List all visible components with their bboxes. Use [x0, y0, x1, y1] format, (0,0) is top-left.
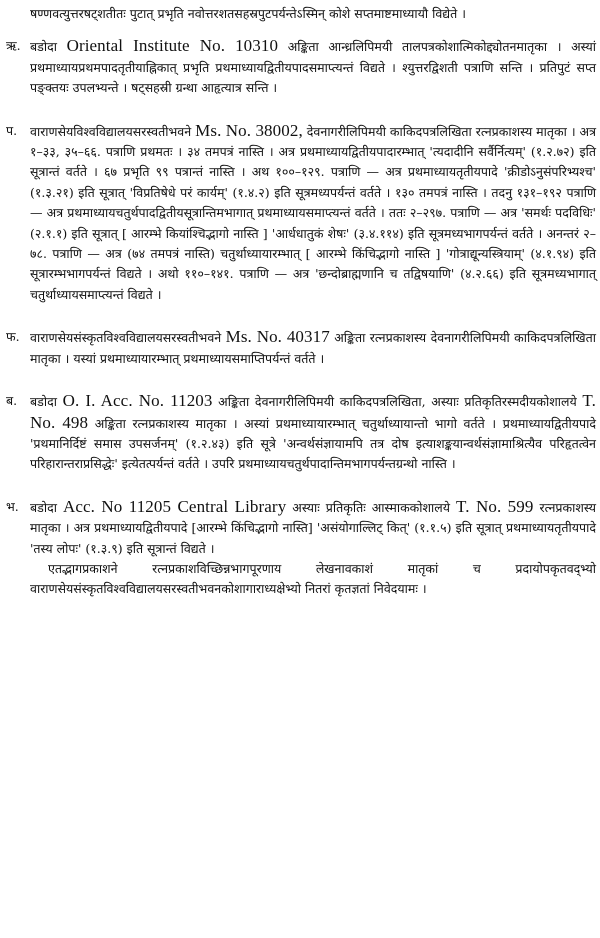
entry-text: अङ्किता देवनागरीलिपिमयी काकिदपत्रलिखिता, अस्याः प्रतिकृतिरस्मदीयकोशालये	[212, 394, 583, 410]
manuscript-id: Oriental Institute No. 10310	[66, 36, 279, 56]
entry-marker: फ.	[6, 329, 20, 345]
entry-text-pre: बडोदा	[30, 499, 63, 515]
manuscript-entry-bha	[6, 497, 596, 600]
entry-text-pre: बडोदा	[30, 39, 67, 55]
manuscript-id: Ms. No. 40317	[225, 327, 330, 347]
acknowledgement-paragraph: एतद्भागप्रकाशने रत्नप्रकाशविच्छिन्नभागपूरणाय लेखनावकाशं मातृकां च प्रदायोपकृतवद्भ्यो वाराणसेयसंस्कृतविश्वविद्यालयसरस्वतीभवनकोशागाराध्यक्षेभ्यो नितरां कृतज्ञतां निवेदयामः ।	[30, 560, 596, 597]
entry-marker: भ.	[6, 498, 19, 514]
entry-text-pre: बडोदा	[30, 394, 63, 410]
transcript-id: T. No. 599	[456, 496, 534, 516]
entry-paragraph	[30, 36, 596, 98]
entry-paragraph	[30, 327, 596, 369]
manuscript-entry-ba	[6, 391, 596, 475]
manuscript-id: Ms. No. 38002,	[195, 120, 303, 140]
entry-text-cont: रत्नप्रकाशस्य मातृका । अत्र प्रथमाध्यायद्वितीयपादे [आरम्भे किंचिद्भागो नास्ति] 'असंयोगाल्लिट् कित्' (१.१.५) इति सूत्रात् प्रथमाध्यायतृतीयपादे 'तस्य लोपः' (१.३.९) इति सूत्रान्तं विद्यते ।	[30, 499, 596, 556]
entry-text-pre: वाराणसेयसंस्कृतविश्वविद्यालयसरस्वतीभवने	[30, 330, 226, 346]
transcript-id: T. No. 498	[30, 391, 596, 432]
continuation-text: षण्णवत्युत्तरषट्शतीतः पुटात् प्रभृति नवोत्तरशतसहस्रपुटपर्यन्तेऽस्मिन् कोशे सप्तमाष्टमाध्यायौ विद्येते ।	[30, 6, 466, 21]
entry-paragraph	[30, 497, 596, 559]
entry-paragraph	[30, 391, 596, 475]
entry-marker: प.	[6, 122, 18, 138]
entry-text: अङ्किता रत्नप्रकाशस्य देवनागरीलिपिमयी काकिदपत्रलिखिता मातृका । यस्यां प्रथमाध्यायारम्भात् प्रथमाध्यायसमाप्तिपर्यन्तं वर्तते ।	[30, 330, 597, 366]
entry-marker: ऋ.	[6, 38, 21, 54]
entry-text-pre: वाराणसेयविश्वविद्यालयसरस्वतीभवने	[30, 123, 196, 139]
entry-text: अस्याः प्रतिकृतिः आस्माककोशालये	[286, 499, 456, 515]
manuscript-entry-pha	[6, 327, 596, 369]
manuscript-entry-pa	[6, 121, 596, 306]
entry-text: देवनागरीलिपिमयी काकिदपत्रलिखिता रत्नप्रकाशस्य मातृका । अत्र १–३३, ३५–६६. पत्राणि प्रथमतः । ३४ तमपत्रं नास्ति । अत्र प्रथमाध्यायद्वितीयपादारम्भात् 'त्यदादीनि सर्वैर्नित्यम्' (१.२.७२) इति सूत्रान्तं वर्तते । ६७ प्रभृति ९९ पत्रान्तं नास्ति । अथ १००–१२९. पत्राणि — अत्र प्रथमाध्यायतृतीयपादे 'क्रीडोऽनुसंपरिभ्यश्च' (१.३.२१) इति सूत्रात् 'विप्रतिषेधे परं कार्यम्' (१.४.२) इति सूत्रमध्यपर्यन्तं वर्तते । १३० तमपत्रं नास्ति । तदनु १३१–१९२ पत्राणि — अत्र प्रथमाध्यायचतुर्थपादद्वितीयसूत्रान्तिमभागात् प्रथमाध्यायसमाप्त्यन्तं वर्तते । ततः २–२९७. पत्राणि — अत्र 'समर्थः पदविधिः' (२.१.१) इति सूत्रात् [ आरम्भे कियांश्चिद्भागो नास्ति ] 'आर्धधातुकं शेषः' (३.४.११४) इति सूत्रमध्यभागपर्यन्तं वर्तते । अनन्तरं २–७८. पत्राणि — अत्र (७४ तमपत्रं नास्ति) चतुर्थाध्यायारम्भात् [ आरम्भे किंचिद्भागो नास्ति ] 'गोत्राद्यून्यस्त्रियाम्' (४.१.९४) इति सूत्रारम्भभागपर्यन्तं विद्यते । अथो ११०–१४१. पत्राणि — अत्र 'छन्दोब्राह्मणानि च तद्विषयाणि' (४.२.६६) इति सूत्रमध्यभागात् चतुर्थाध्यायसमाप्त्यन्तं विद्यते ।	[30, 123, 596, 302]
entry-marker: ब.	[6, 393, 18, 409]
entry-text: अङ्किता आन्ध्रलिपिमयी तालपत्रकोशात्मिकोद्द्योतनमातृका । अस्यां प्रथमाध्यायप्रथमपादतृतीयाह्निकात् प्रभृति प्रथमाध्यायद्वितीयपादसमाप्त्यन्तं विद्यते । श्युत्तरद्विशती पत्राणि सन्ति । प्रतिपुटं सप्त पङ्क्तयः उपलभ्यन्ते । षट्सहस्री ग्रन्था आहृत्यात्र सन्ति ।	[30, 39, 596, 96]
entry-text-cont: अङ्किता रत्नप्रकाशस्य मातृका । अस्यां प्रथमाध्यायारम्भात् चतुर्थाध्यायान्तो भागो वर्तते । प्रथमाध्यायद्वितीयपादे 'प्रथमानिर्दिष्टं समास उपसर्जनम्' (१.२.४३) इति सूत्रे 'अन्वर्थसंज्ञायामपि तत्र दोष इत्याशङ्कयान्वर्थसंज्ञामाश्रित्यैव परिहृतत्वेन परिहारान्तराप्रसिद्धेः' इत्येतत्पर्यन्तं वर्तते । उपरि प्रथमाध्यायचतुर्थपादान्तिमभागपर्यन्तग्रन्थो नास्ति ।	[30, 415, 596, 472]
manuscript-id: Acc. No 11205 Central Library	[62, 496, 287, 516]
entry-paragraph	[30, 121, 596, 306]
manuscript-entry-ri	[6, 36, 596, 98]
manuscript-id: O. I. Acc. No. 11203	[62, 391, 213, 411]
continuation-paragraph	[6, 4, 596, 24]
